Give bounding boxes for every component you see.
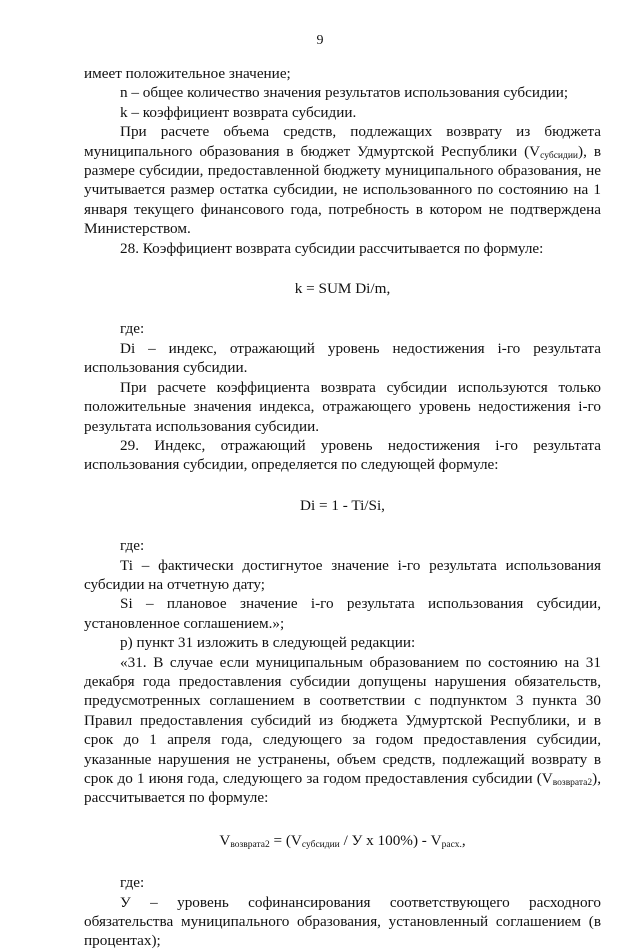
- text-span: ), в размере субсидии, предоставленной бюджету муниципального образования, не учитывается размер остатка субсидии, не использованного по состоянию на 1 января текущего финансового года, потребность в котором не подтверждена Министерством.: [84, 142, 601, 238]
- paragraph: 28. Коэффициент возврата субсидии рассчитывается по формуле:: [120, 239, 544, 257]
- text-span: ), рассчитывается по формуле:: [84, 770, 601, 807]
- text-span: ,: [461, 831, 466, 849]
- paragraph: Di – индекс, отражающий уровень недостижения i-го результата использования субсидии.: [84, 339, 601, 377]
- paragraph: [84, 653, 601, 808]
- document-body: [84, 64, 601, 951]
- paragraph: 29. Индекс, отражающий уровень недостижения i-го результата использования субсидии, определяется по следующей формуле:: [84, 436, 601, 474]
- subscript: субсидии: [301, 839, 340, 850]
- paragraph: имеет положительное значение;: [84, 65, 291, 82]
- text-span: = (V: [269, 831, 302, 849]
- paragraph: k – коэффициент возврата субсидии.: [120, 103, 357, 121]
- paragraph: р) пункт 31 изложить в следующей редакции:: [120, 634, 416, 652]
- text-span: При расчете объема средств, подлежащих возврату из бюджета муниципального образования в бюджет Удмуртской Республики (V: [84, 123, 601, 160]
- text-span: V: [219, 831, 231, 849]
- paragraph: Si – плановое значение i-го результата использования субсидии, установленное соглашением.»;: [84, 595, 601, 632]
- paragraph: При расчете коэффициента возврата субсидии используются только положительные значения индекса, отражающего уровень недостижения i-го результата использования субсидии.: [84, 378, 601, 435]
- paragraph: Ti – фактически достигнутое значение i-го результата использования субсидии на отчетную дату;: [84, 556, 601, 593]
- subscript: расх.: [441, 839, 462, 850]
- formula-k: k = SUM Di/m,: [294, 280, 391, 298]
- subscript: возврата2: [230, 839, 270, 850]
- subscript: возврата2: [552, 778, 593, 788]
- paragraph: n – общее количество значения результатов использования субсидии;: [120, 84, 569, 102]
- page-number: 9: [316, 33, 324, 48]
- paragraph: [84, 122, 601, 238]
- paragraph: У – уровень софинансирования соответствующего расходного обязательства муниципального образования, установленный соглашением (в процентах);: [84, 893, 601, 950]
- subscript: субсидии: [540, 150, 579, 161]
- formula-di: Di = 1 - Ti/Si,: [300, 496, 385, 514]
- where-label: где:: [120, 537, 145, 555]
- formula-v-vozvrata: [84, 831, 601, 850]
- text-span: «31. В случае если муниципальным образованием по состоянию на 31 декабря года предоставления субсидии допущены нарушения обязательств, предусмотренных соглашением в соответствии с подпунктом 3 пункта 30 Правил предоставления субсидий из бюджета Удмуртской Республики, и в срок до 1 апреля года, следующего за годом предоставления субсидии, указанные нарушения не устранены, объем средств, подлежащий возврату в срок до 1 июня года, следующего за годом предоставления субсидии (V: [84, 653, 601, 787]
- where-label: где:: [120, 320, 145, 338]
- text-span: / У х 100%) - V: [339, 831, 442, 849]
- where-label: где:: [120, 874, 145, 892]
